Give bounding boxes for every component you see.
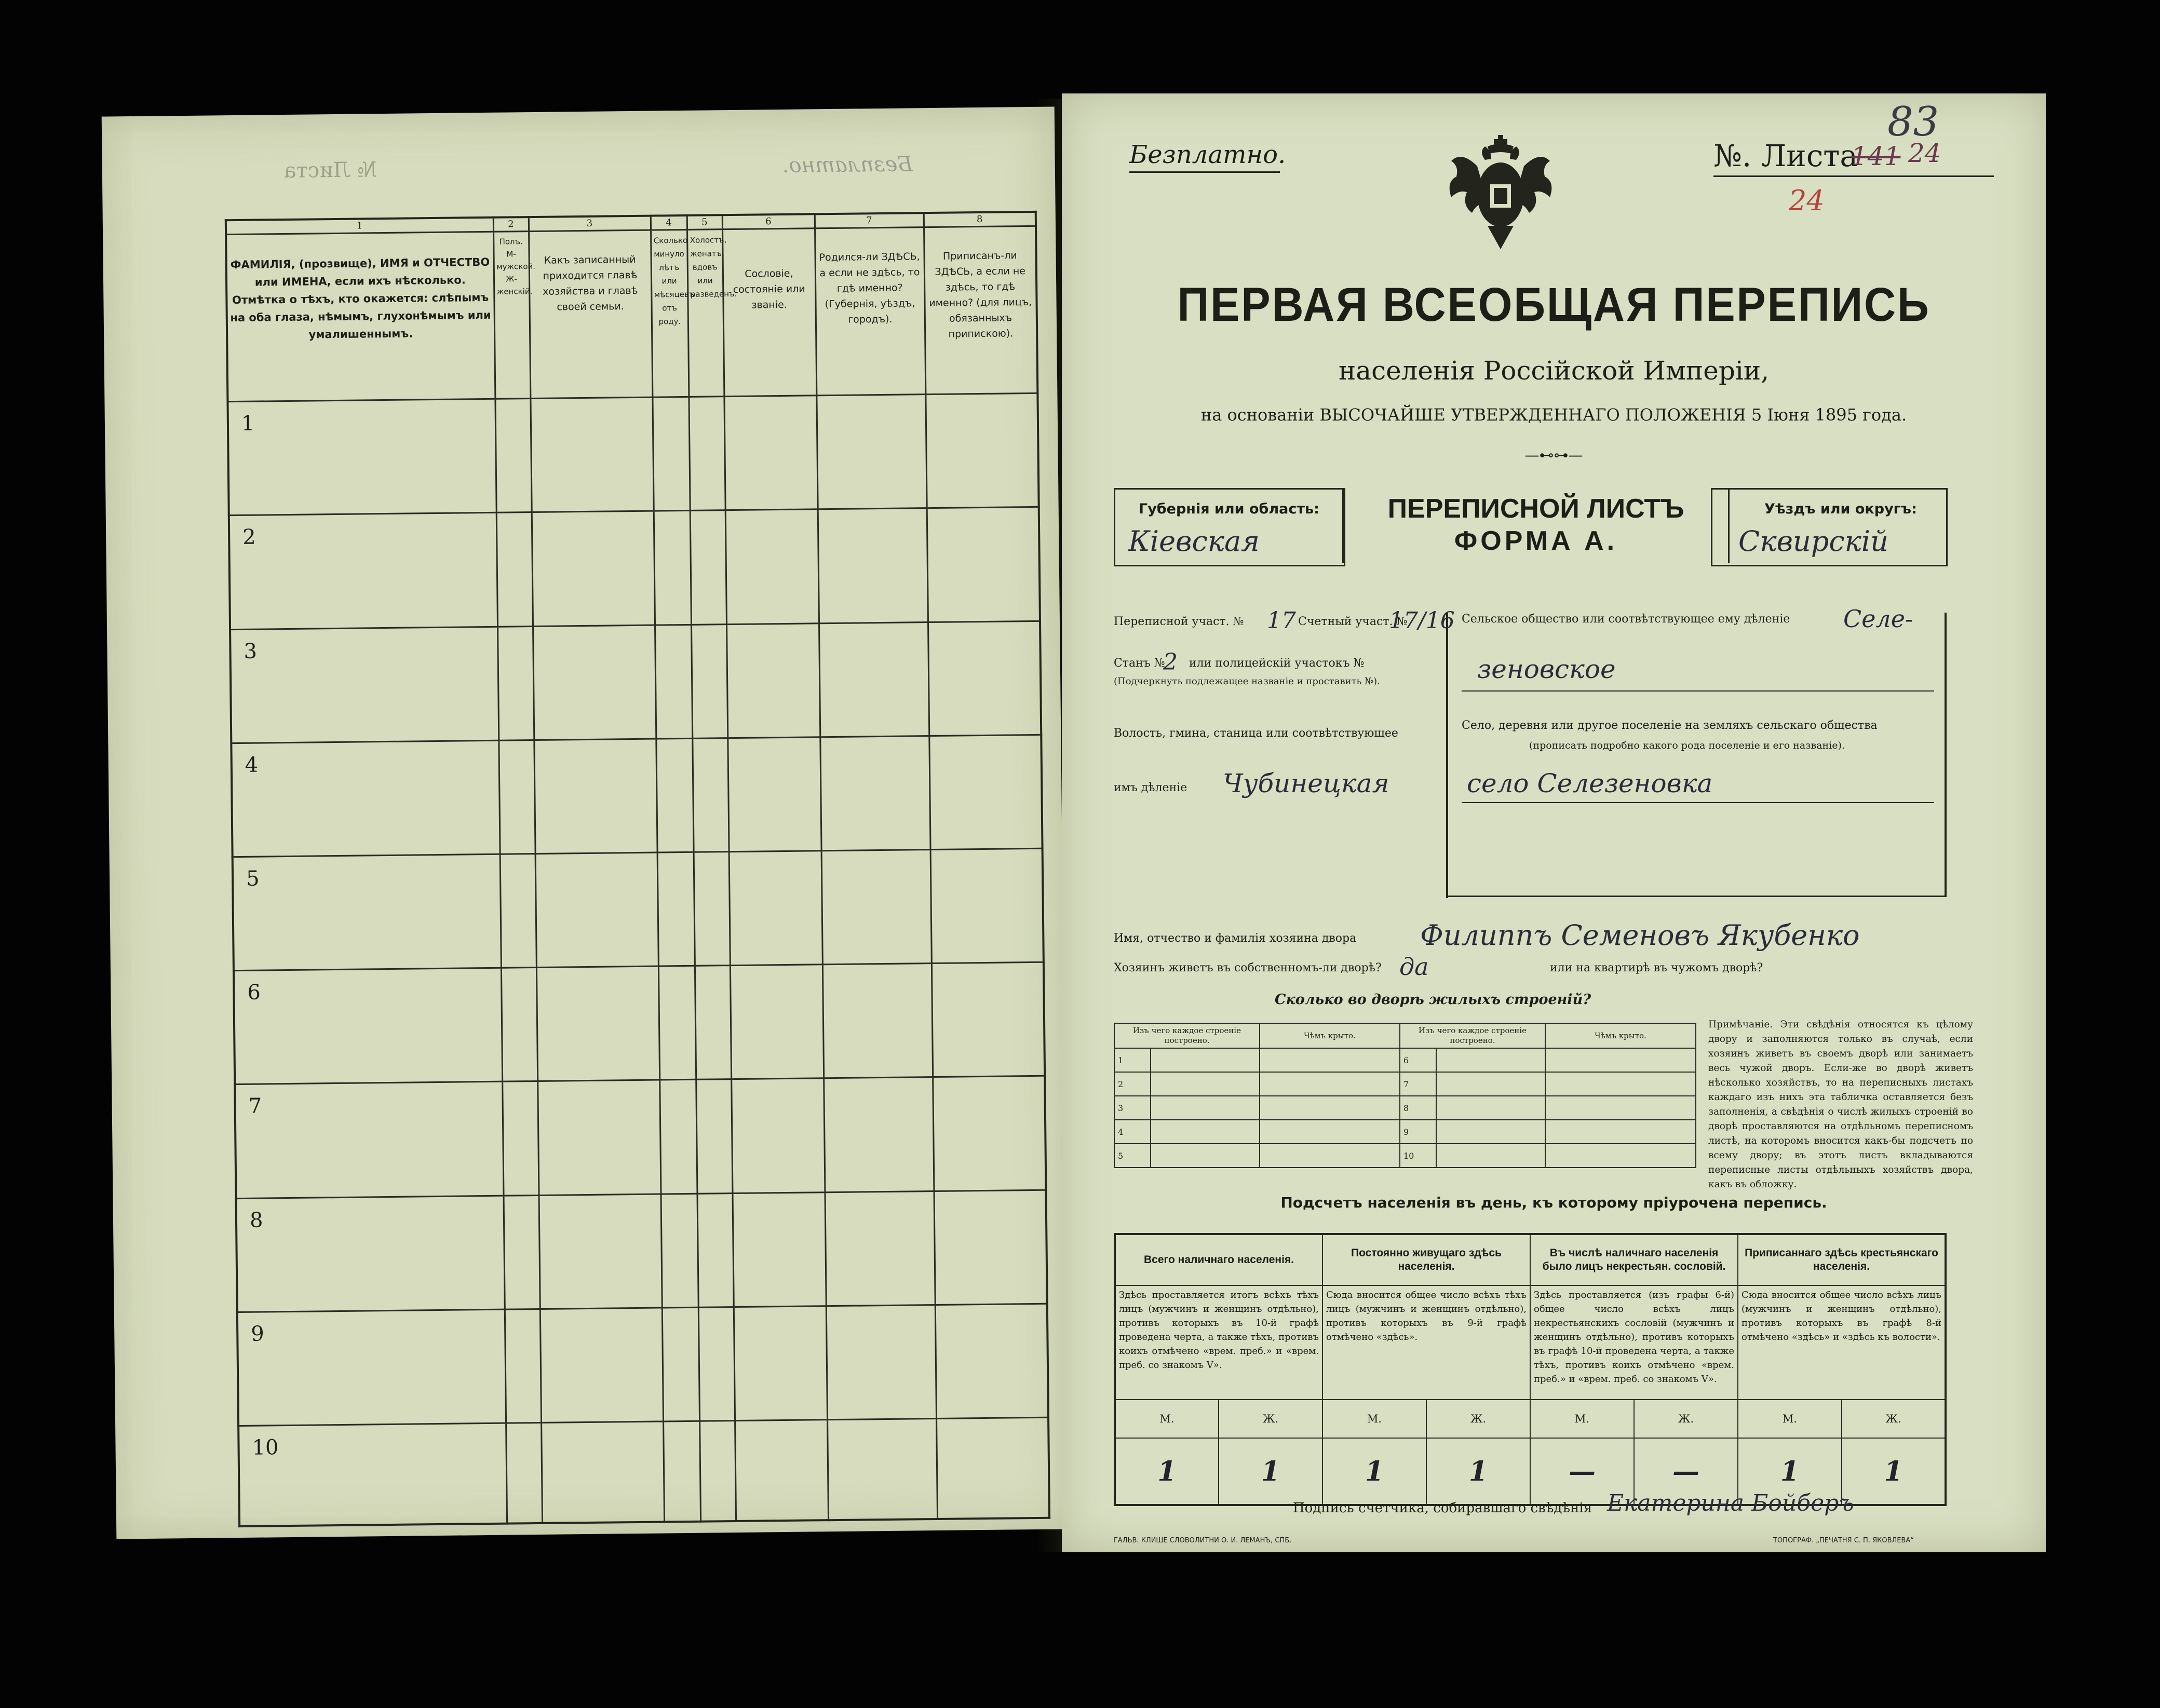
col-header-age: Сколько минуло лѣтъ или мѣсяцевъ отъ роду. — [651, 229, 688, 397]
sex-label: М. — [1115, 1400, 1219, 1438]
household-members-table — [225, 211, 1050, 1527]
col-num: 1 — [226, 218, 493, 235]
count-description-row — [1115, 1285, 1946, 1400]
col-header-sex: Полъ. М-мужской. Ж-женскій. — [493, 231, 530, 399]
column-header-row — [226, 226, 1037, 402]
buildings-header-material-right: Изъ чего каждое строеніе построено. — [1400, 1023, 1545, 1048]
row-number: 4 — [231, 740, 500, 857]
imperial-eagle-icon — [1446, 135, 1555, 254]
owner-value: Филиппъ Семеновъ Якубенко — [1420, 919, 1860, 952]
table-row — [1114, 1120, 1696, 1144]
sex-label: Ж. — [1426, 1400, 1530, 1438]
sex-label: М. — [1738, 1400, 1842, 1438]
table-row — [1114, 1096, 1696, 1120]
form-title-line2: ФОРМА А. — [1454, 526, 1618, 556]
signature-value: Екатерина Бойберъ — [1607, 1490, 1854, 1516]
count-header-resident: Постоянно живущаго здѣсь населенія. — [1322, 1234, 1530, 1285]
count-value: — — [1634, 1438, 1738, 1505]
village-label: Село, деревня или другое поселеніе на земляхъ сельскаго общества — [1462, 719, 1878, 732]
locality-bottom-line — [1446, 896, 1945, 897]
society-value-1: Селе- — [1843, 605, 1913, 633]
table-row — [1114, 1072, 1696, 1096]
building-num: 6 — [1400, 1048, 1436, 1072]
form-title-box — [1342, 488, 1730, 563]
village-underline — [1462, 802, 1934, 803]
count-header-non-peasant: Въ числѣ наличнаго населенія было лицъ некрестьян. сословій. — [1530, 1234, 1738, 1285]
count-sex-row — [1115, 1400, 1946, 1438]
count-header-present: Всего наличнаго населенія. — [1115, 1234, 1322, 1285]
uezd-box — [1711, 488, 1948, 566]
sheet-underline — [1713, 175, 1994, 177]
free-label: Безплатно. — [1129, 140, 1286, 169]
sheet-number-new: 24 — [1908, 138, 1941, 168]
schet-label: Счетный участ. № — [1298, 615, 1408, 628]
col-header-marital: Холостъ, женатъ, вдовъ или разведенъ. — [687, 229, 724, 397]
row-number: 7 — [235, 1082, 503, 1199]
table-row — [238, 1417, 1049, 1526]
table-row — [234, 962, 1045, 1085]
buildings-table — [1114, 1023, 1696, 1168]
locality-divider — [1446, 613, 1448, 898]
uezd-value: Сквирскій — [1738, 525, 1888, 558]
table-row — [1114, 1048, 1696, 1072]
sex-label: М. — [1322, 1400, 1426, 1438]
col-num: 4 — [651, 215, 687, 230]
count-desc-peasant: Сюда вносится общее число всѣхъ лицъ (мужчинъ и женщинъ отдѣльно), противъ которыхъ въ графѣ 8-й отмѣчено «здѣсь» и «здѣсь къ волости». — [1738, 1285, 1946, 1400]
table-row — [233, 848, 1044, 971]
building-num: 8 — [1400, 1096, 1436, 1120]
table-row — [237, 1304, 1048, 1426]
row-number: 5 — [233, 854, 501, 971]
buildings-header-material-left: Изъ чего каждое строеніе построено. — [1114, 1023, 1260, 1048]
schet-value: 17/16 — [1389, 607, 1455, 634]
census-basis: на основаніи ВЫСОЧАЙШЕ УТВЕРЖДЕННАГО ПОЛОЖЕНІЯ 5 Іюня 1895 года. — [1200, 405, 1907, 425]
sex-label: Ж. — [1842, 1400, 1946, 1438]
row-number: 8 — [236, 1196, 505, 1312]
society-label: Сельское общество или соотвѣтствующее ему дѣленіе — [1462, 613, 1790, 626]
building-num: 7 — [1400, 1072, 1436, 1096]
row-number: 2 — [229, 513, 497, 630]
lives-value: да — [1399, 953, 1429, 981]
table-row — [235, 1076, 1046, 1199]
col-header-relation: Какъ записанный приходится главѣ хозяйства и главѣ своей семьи. — [529, 230, 652, 399]
count-header-peasant: Приписаннаго здѣсь крестьянскаго населенія. — [1738, 1234, 1946, 1285]
printer-left: ГАЛЬВ. КЛИШЕ СЛОВОЛИТНИ О. И. ЛЕМАНЪ, СПБ. — [1114, 1537, 1292, 1544]
census-title: ПЕРВАЯ ВСЕОБЩАЯ ПЕРЕПИСЬ — [1177, 278, 1931, 331]
village-value: село Селезеновка — [1467, 768, 1713, 798]
col-num: 5 — [687, 215, 722, 229]
count-value: 1 — [1219, 1438, 1322, 1505]
bleed-through-free: Безплатно. — [782, 152, 913, 178]
count-desc-non-peasant: Здѣсь проставляется (изъ графы 6-й) общее число всѣхъ лицъ некрестьянскихъ сословій (мужчинъ и женщинъ отдѣльно), противъ которыхъ въ графѣ 10-й проведена черта, а также тѣхъ, противъ коихъ отмѣчено «врем. преб.» и «врем. преб. со знакомъ V». — [1530, 1285, 1738, 1400]
row-number: 6 — [234, 968, 502, 1085]
printer-right: ТОПОГРАФ. „ПЕЧАТНЯ С. П. ЯКОВЛЕВА“ — [1773, 1537, 1914, 1544]
left-page — [102, 106, 1070, 1539]
society-underline — [1462, 690, 1934, 692]
buildings-note: Примѣчаніе. Эти свѣдѣнія относятся къ цѣлому двору и заполняются только въ случаѣ, если хозяинъ живетъ въ своемъ дворѣ или занимаетъ весь чужой дворъ. Если-же во дворѣ живетъ нѣсколько хозяйствъ, то на переписныхъ листахъ каждаго изъ нихъ эта табличка оставляется безъ заполненія, а свѣдѣнія о числѣ жилыхъ строеній во дворѣ проставляются на отдѣльномъ переписномъ листѣ, на которомъ вносится какъ-бы подсчетъ по всему двору; въ этотъ листъ вкладываются переписные листы отдѣльныхъ хозяйствъ двора, какъ въ обложку. — [1708, 1019, 1973, 1190]
table-row — [230, 621, 1041, 743]
table-row — [227, 394, 1038, 516]
count-desc-present: Здѣсь проставляется итогъ всѣхъ тѣхъ лицъ (мужчинъ и женщинъ отдѣльно), противъ которыхъ въ 10-й графѣ проведена черта, а также тѣхъ, противъ коихъ отмѣчено «врем. преб.» и «врем. преб. со знакомъ V». — [1115, 1285, 1322, 1400]
col-header-birthplace: Родился-ли ЗДѢСЬ, а если не здѣсь, то гдѣ именно? (Губернія, уѣздъ, городъ). — [815, 227, 925, 396]
sex-label: Ж. — [1634, 1400, 1738, 1438]
table-row — [236, 1190, 1047, 1312]
right-page — [1062, 93, 2046, 1552]
count-value: — — [1530, 1438, 1634, 1505]
form-title-line1: ПЕРЕПИСНОЙ ЛИСТЪ — [1387, 494, 1684, 524]
building-num: 4 — [1114, 1120, 1151, 1144]
building-num: 10 — [1400, 1144, 1436, 1168]
village-note: (прописать подробно какого рода поселеніе и его названіе). — [1529, 740, 1845, 751]
society-value-2: зеновское — [1477, 654, 1616, 684]
count-value: 1 — [1322, 1438, 1426, 1505]
gubernia-box — [1114, 488, 1345, 566]
census-subtitle: населенія Россійской Имперіи, — [1338, 356, 1770, 386]
building-num: 5 — [1114, 1144, 1151, 1168]
lives-label: Хозяинъ живетъ въ собственномъ-ли дворѣ? — [1114, 961, 1382, 974]
building-num: 9 — [1400, 1120, 1436, 1144]
col-num: 8 — [924, 212, 1036, 227]
lives-alt-label: или на квартирѣ въ чужомъ дворѣ? — [1550, 961, 1763, 974]
volost-label-2: имъ дѣленіе — [1114, 781, 1187, 794]
sheet-number-red: 24 — [1789, 184, 1825, 217]
gubernia-label: Губернія или область: — [1139, 501, 1319, 517]
col-header-registered: Приписанъ-ли ЗДѢСЬ, а если не здѣсь, то гдѣ именно? (для лицъ, обязанныхъ припискою). — [924, 226, 1037, 395]
row-number: 9 — [237, 1309, 506, 1426]
col-header-estate: Сословіе, состояніе или званіе. — [722, 228, 816, 397]
volost-label-1: Волость, гмина, станица или соотвѣтствующее — [1114, 727, 1398, 740]
col-num: 2 — [493, 217, 529, 232]
table-row — [231, 735, 1042, 857]
uezd-label: Уѣздъ или округъ: — [1764, 501, 1917, 517]
sheet-number-label: №. Листа — [1713, 138, 1858, 173]
owner-label: Имя, отчество и фамилія хозяина двора — [1114, 932, 1357, 945]
col-num: 7 — [815, 213, 924, 228]
building-num: 2 — [1114, 1072, 1151, 1096]
count-value: 1 — [1115, 1438, 1219, 1505]
stan-note: (Подчеркнуть подлежащее названіе и проставить №). — [1114, 676, 1380, 687]
ornament-divider: —⊷⊶— — [1524, 446, 1583, 464]
bleed-through-sheet-no: № Листа — [284, 158, 377, 183]
gubernia-value: Кіевская — [1128, 525, 1260, 558]
col-header-name: ФАМИЛІЯ, (прозвище), ИМЯ и ОТЧЕСТВО или ИМЕНА, если ихъ нѣсколько. Отмѣтка о тѣхъ, кто окажется: слѣпымъ на оба глаза, нѣмымъ, глухонѣмымъ или умалишеннымъ. — [226, 232, 495, 402]
stan-value: 2 — [1163, 649, 1178, 675]
table-row — [229, 507, 1040, 630]
sheet-number-struck: 141 — [1851, 141, 1901, 171]
police-label: или полицейскій участокъ № — [1189, 657, 1365, 670]
count-value: 1 — [1426, 1438, 1530, 1505]
building-num: 1 — [1114, 1048, 1151, 1072]
count-value: 1 — [1842, 1438, 1946, 1505]
sex-label: Ж. — [1219, 1400, 1322, 1438]
uchast-value: 17 — [1267, 607, 1296, 634]
free-underline — [1129, 171, 1280, 173]
row-number: 1 — [227, 399, 496, 516]
uchast-label: Переписной участ. № — [1114, 615, 1244, 628]
sheet-number-pencil: 83 — [1887, 99, 1939, 145]
count-title: Подсчетъ населенія въ день, къ которому пріурочена перепись. — [1280, 1194, 1827, 1211]
count-header-row — [1115, 1234, 1946, 1285]
stan-label: Станъ № — [1114, 657, 1165, 670]
count-desc-resident: Сюда вносится общее число всѣхъ тѣхъ лицъ (мужчинъ и женщинъ отдѣльно), противъ которыхъ въ 9-й графѣ отмѣчено «здѣсь». — [1322, 1285, 1530, 1400]
building-num: 3 — [1114, 1096, 1151, 1120]
table-row — [1114, 1144, 1696, 1168]
sex-label: М. — [1530, 1400, 1634, 1438]
buildings-question: Сколько во дворѣ жилыхъ строеній? — [1275, 992, 1591, 1008]
col-num: 3 — [529, 216, 651, 232]
buildings-header-roof-right: Чѣмъ крыто. — [1545, 1023, 1696, 1048]
population-count-table — [1114, 1233, 1947, 1506]
volost-value: Чубинецкая — [1223, 768, 1389, 798]
count-value: 1 — [1738, 1438, 1842, 1505]
row-number: 3 — [230, 627, 498, 743]
row-number: 10 — [238, 1423, 507, 1526]
signature-label: Подпись счетчика, собиравшаго свѣдѣнія — [1293, 1500, 1592, 1516]
buildings-header-row — [1114, 1023, 1696, 1048]
locality-right-line — [1945, 613, 1947, 897]
col-num: 6 — [722, 214, 815, 229]
buildings-header-roof-left: Чѣмъ крыто. — [1260, 1023, 1400, 1048]
